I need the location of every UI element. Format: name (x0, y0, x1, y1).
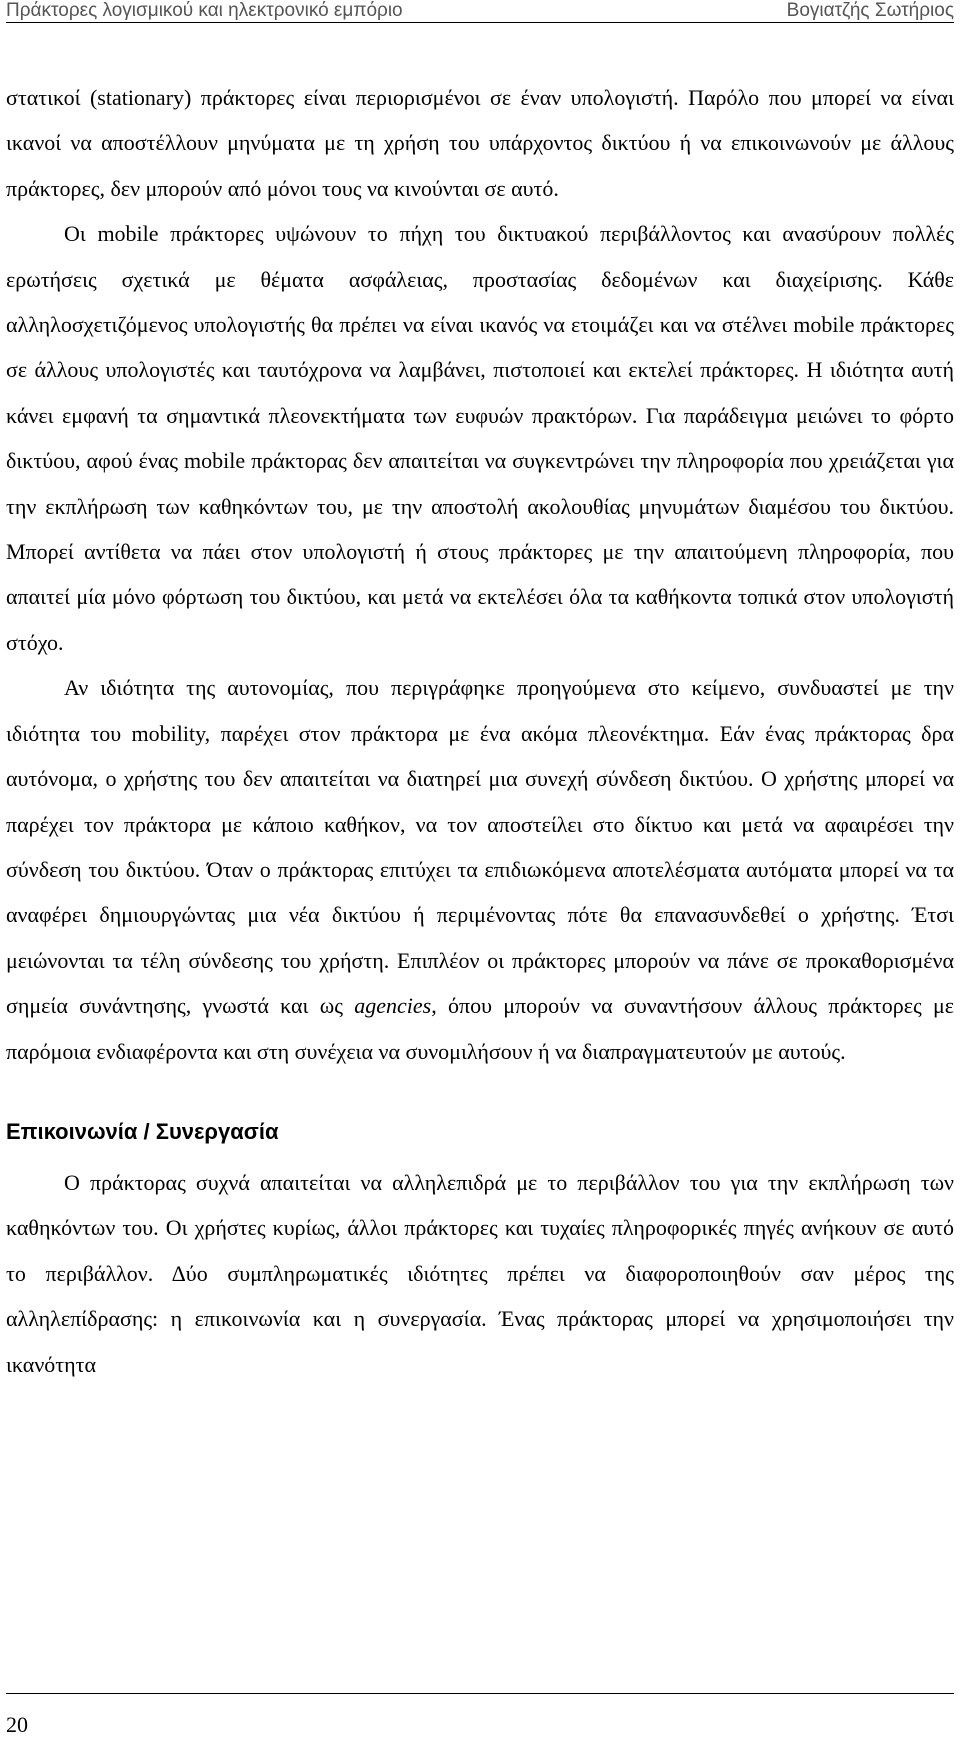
agencies-term: agencies (354, 993, 432, 1019)
paragraph-3 (6, 665, 954, 1074)
paragraph-1: στατικοί (stationary) πράκτορες είναι περιορισμένοι σε έναν υπολογιστή. Παρόλο που μπορεί να είναι ικανοί να αποστέλλουν μηνύματα με τη χρήση του υπάρχοντος δικτύου ή να επικοινωνούν με άλλους πράκτορες, δεν μπορούν από μόνοι τους να κινούνται σε αυτό. (6, 85, 954, 201)
header-title: Πράκτορες λογισμικού και ηλεκτρονικό εμπόριο (6, 0, 403, 21)
header-author: Βογιατζής Σωτήριος (786, 0, 954, 21)
footer-divider (6, 1693, 954, 1694)
paragraph-3-text-end: , όπου μπορούν να συναντήσουν άλλους πράκτορες με παρόμοια ενδιαφέροντα και στη συνέχεια να συνομιλήσουν ή να διαπραγματευτούν με αυτούς. (6, 993, 954, 1064)
running-header (6, 0, 954, 23)
paragraph-3-text-start: Αν ιδιότητα της αυτονομίας, που περιγράφηκε προηγούμενα στο κείμενο, συνδυαστεί με την ιδιότητα του mobility, παρέχει στον πράκτορα με ένα ακόμα πλεονέκτημα. Εάν ένας πράκτορας δρα αυτόνομα, ο χρήστης του δεν απαιτείται να διατηρεί μια συνεχή σύνδεση δικτύου. Ο χρήστης μπορεί να παρέχει τον πράκτορα με κάποιο καθήκον, να τον αποστείλει στο δίκτυο και μετά να αφαιρέσει την σύνδεση του δικτύου. Όταν ο πράκτορας επιτύχει τα επιδιωκόμενα αποτελέσματα αυτόματα μπορεί να τα αναφέρει δημιουργώντας μια νέα δικτύου ή περιμένοντας πότε θα επανασυνδεθεί ο χρήστης. Έτσι μειώνονται τα τέλη σύνδεσης του χρήστη. Επιπλέον οι πράκτορες μπορούν να πάνε σε προκαθορισμένα σημεία συνάντησης, γνωστά και ως (6, 675, 954, 1019)
paragraph-4: Ο πράκτορας συχνά απαιτείται να αλληλεπιδρά με το περιβάλλον του για την εκπλήρωση των καθηκόντων του. Οι χρήστες κυρίως, άλλοι πράκτορες και τυχαίες πληροφορικές πηγές ανήκουν σε αυτό το περιβάλλον. Δύο συμπληρωματικές ιδιότητες πρέπει να διαφοροποιηθούν σαν μέρος της αλληλεπίδρασης: η επικοινωνία και η συνεργασία. Ένας πράκτορας μπορεί να χρησιμοποιήσει την ικανότητα (6, 1169, 954, 1377)
page-number: 20 (6, 1712, 28, 1737)
document-body (6, 75, 954, 1387)
paragraph-2: Οι mobile πράκτορες υψώνουν το πήχη του δικτυακού περιβάλλοντος και ανασύρουν πολλές ερωτήσεις σχετικά με θέματα ασφάλειας, προστασίας δεδομένων και διαχείρισης. Κάθε αλληλοσχετιζόμενος υπολογιστής θα πρέπει να είναι ικανός να ετοιμάζει και να στέλνει mobile πράκτορες σε άλλους υπολογιστές και ταυτόχρονα να λαμβάνει, πιστοποιεί και εκτελεί πράκτορες. Η ιδιότητα αυτή κάνει εμφανή τα σημαντικά πλεονεκτήματα των ευφυών πρακτόρων. Για παράδειγμα μειώνει το φόρτο δικτύου, αφού ένας mobile πράκτορας δεν απαιτείται να συγκεντρώνει την πληροφορία που χρειάζεται για την εκπλήρωση των καθηκόντων του, με την αποστολή ακολουθίας μηνυμάτων διαμέσου του δικτύου. Μπορεί αντίθετα να πάει στον υπολογιστή ή στους πράκτορες με την απαιτούμενη πληροφορία, που απαιτεί μία μόνο φόρτωση του δικτύου, και μετά να εκτελέσει όλα τα καθήκοντα τοπικά στον υπολογιστή στόχο. (6, 221, 954, 655)
section-heading: Επικοινωνία / Συνεργασία (6, 1118, 279, 1144)
